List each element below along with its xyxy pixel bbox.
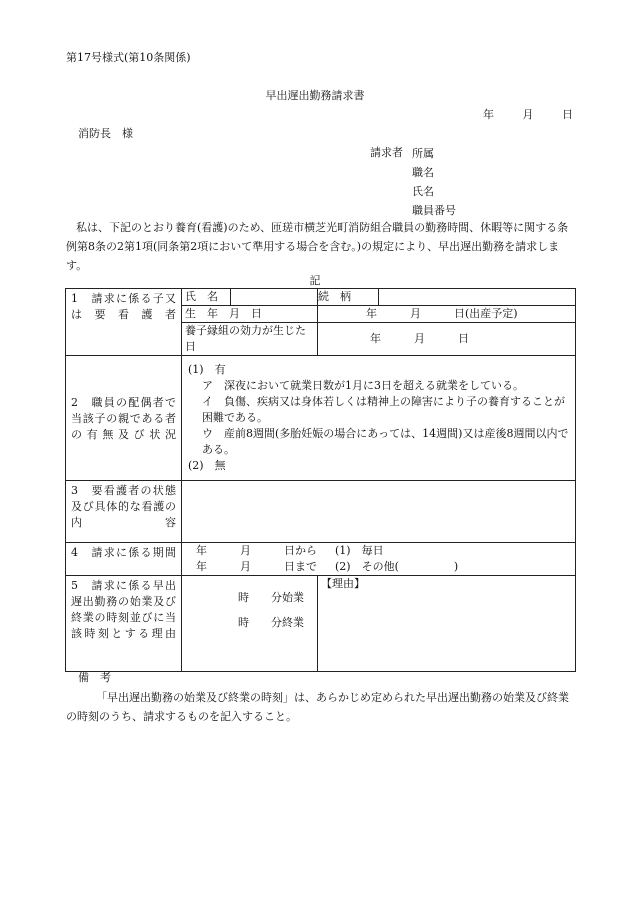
period-daily[interactable]: (1) 毎日 [335, 544, 384, 557]
birth-label: 生 年 月 日 [182, 306, 318, 323]
employee-no-field[interactable]: 職員番号 [412, 204, 456, 217]
form-number: 第17号様式(第10条関係) [66, 51, 191, 64]
row1-label: 1 請求に係る子又は要看護者 [66, 289, 182, 356]
row2-label: 2 職員の配偶者で当該子の親である者の有無及び状況 [66, 356, 182, 481]
reason-label: 【理由】 [321, 577, 365, 590]
relation-label: 続 柄 [318, 289, 379, 305]
affiliation-field[interactable]: 所属 [412, 147, 434, 160]
applicant-label: 請求者 [370, 146, 403, 159]
row5-label: 5 請求に係る早出遅出勤務の始業及び終業の時刻並びに当該時刻とする理由 [66, 576, 182, 672]
end-time[interactable]: 時 分終業 [238, 616, 304, 629]
date-year: 年 [483, 108, 495, 121]
care-details-field[interactable] [182, 481, 576, 543]
reason-cell[interactable] [318, 576, 576, 672]
option-i[interactable]: イ 負傷、疾病又は身体若しくは精神上の障害により子の養育することが困難である。 [202, 395, 565, 424]
adoption-label: 養子縁組の効力が生じた日 [182, 323, 318, 356]
option-yes[interactable]: (1) 有 [188, 363, 226, 376]
spouse-status-cell[interactable] [182, 356, 576, 481]
ki-heading: 記 [309, 274, 321, 287]
time-cell[interactable] [182, 576, 318, 672]
document-title: 早出遅出勤務請求書 [265, 89, 365, 102]
adoption-date-field[interactable]: 年 月 日 [318, 323, 576, 356]
r1-name-cell[interactable] [182, 289, 318, 306]
notes-heading: 備 考 [78, 671, 111, 684]
option-no[interactable]: (2) 無 [188, 459, 226, 472]
date-day: 日 [562, 108, 574, 121]
row4-label: 4 請求に係る期間 [66, 543, 182, 576]
intro-text: 私は、下記のとおり養育(看護)のため、匝瑳市横芝光町消防組合職員の勤務時間、休暇等に関する条例第8条の2第1項(同条第2項において準用する場合を含む。)の規定により、早出遅出勤務を請求します。 [66, 221, 569, 272]
name-field[interactable]: 氏名 [412, 185, 434, 198]
period-other[interactable]: (2) その他( ) [335, 560, 459, 573]
row3-label: 3 要看護者の状態及び具体的な看護の内容 [66, 481, 182, 543]
name-label: 氏 名 [182, 289, 231, 305]
date-line [483, 106, 574, 123]
notes-body: 「早出遅出勤務の始業及び終業の時刻」は、あらかじめ定められた早出遅出勤務の始業及び終業の時刻のうち、請求するものを記入すること。 [66, 691, 569, 723]
period-from[interactable]: 年 月 日から [196, 544, 317, 557]
position-field[interactable]: 職名 [412, 166, 434, 179]
date-month: 月 [522, 108, 534, 121]
addressee: 消防長 様 [78, 127, 133, 140]
option-a[interactable]: ア 深夜において就業日数が1月に3日を超える就業をしている。 [202, 379, 524, 392]
r1-relation-cell[interactable] [318, 289, 576, 306]
period-cell[interactable] [182, 543, 576, 576]
request-table [65, 288, 576, 672]
option-u[interactable]: ウ 産前8週間(多胎妊娠の場合にあっては、14週間)又は産後8週間以内である。 [202, 427, 569, 456]
period-to[interactable]: 年 月 日まで [196, 560, 317, 573]
birth-date-field[interactable]: 年 月 日(出産予定) [318, 306, 576, 323]
applicant-fields [412, 144, 456, 220]
start-time[interactable]: 時 分始業 [238, 591, 304, 604]
